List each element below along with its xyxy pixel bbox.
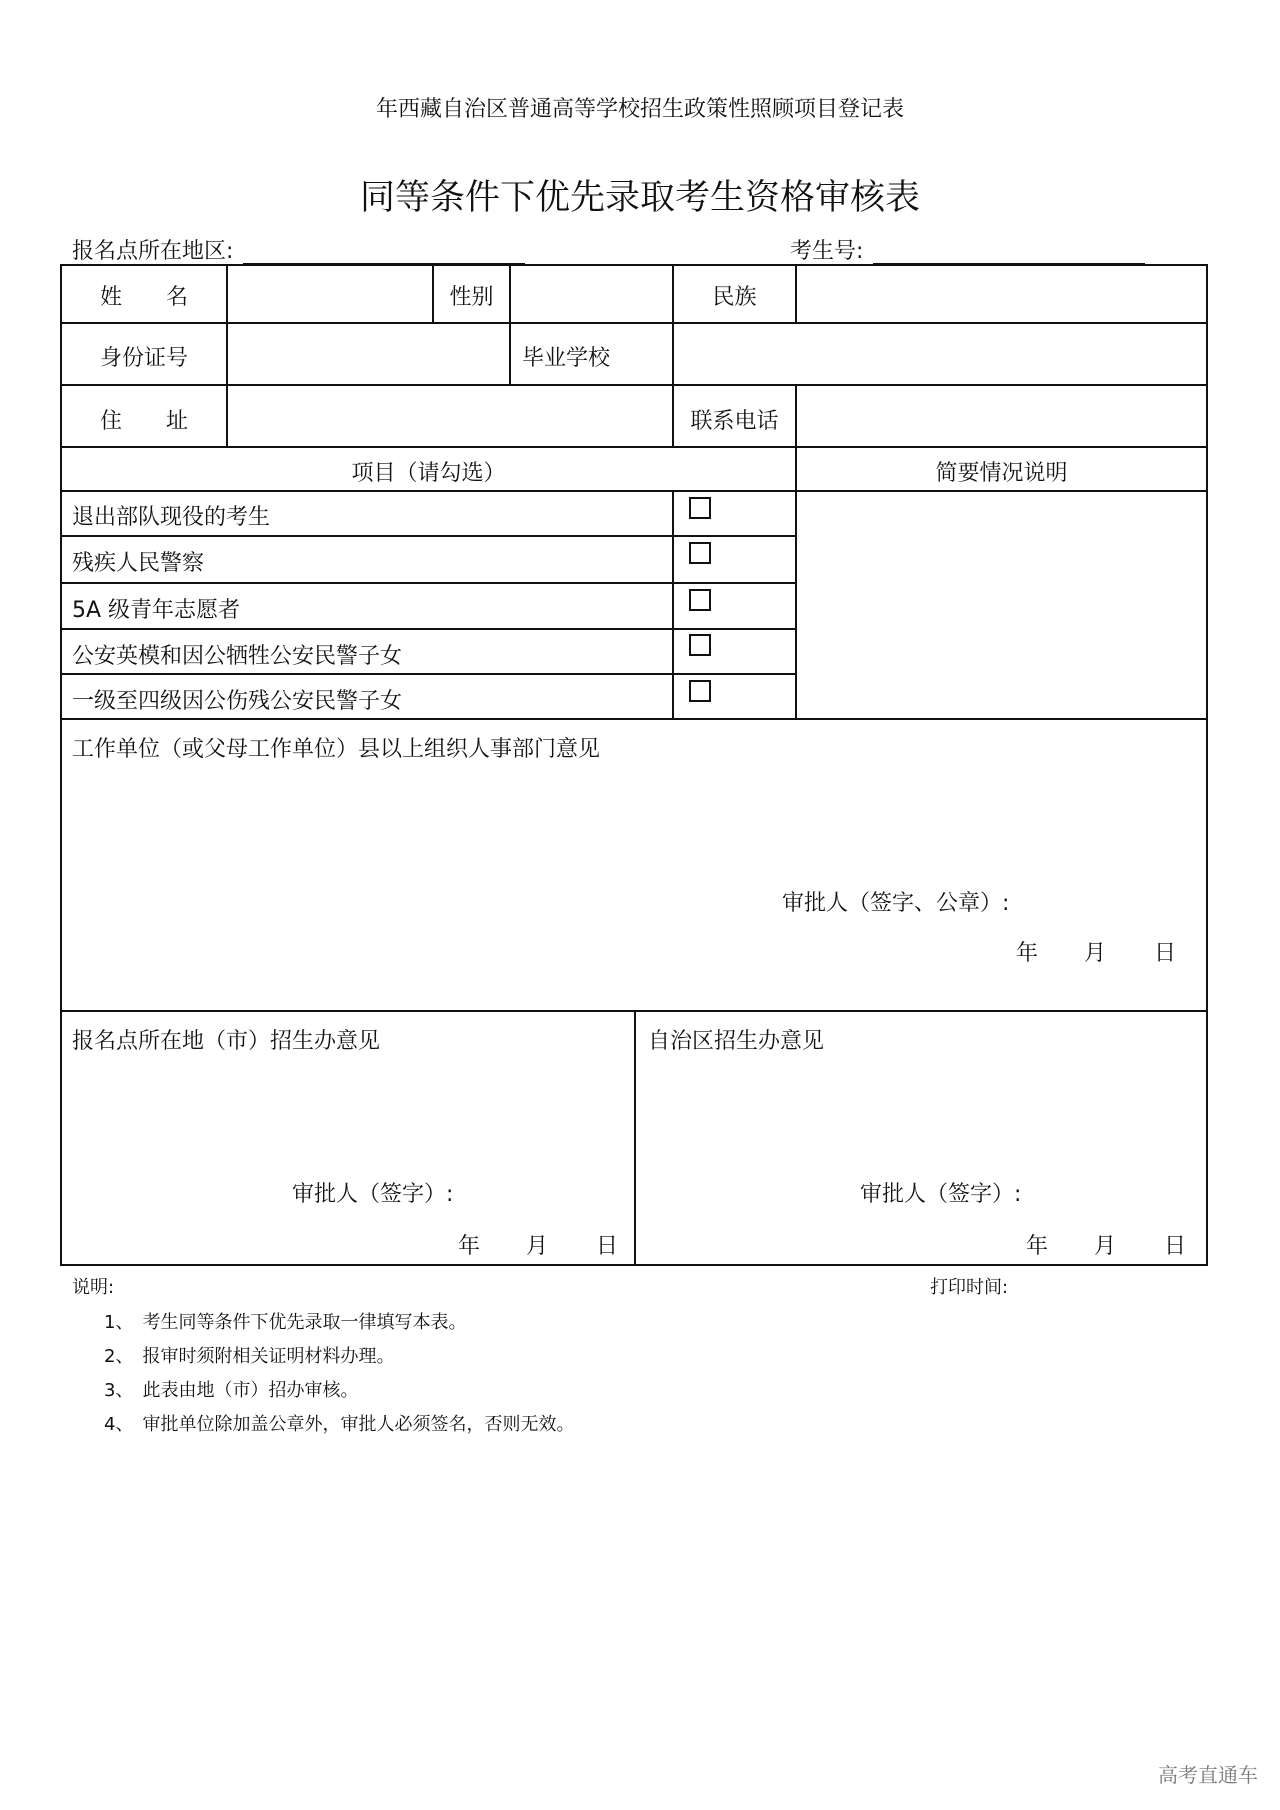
notes-label: 说明:	[72, 1277, 115, 1298]
city-office-approver-label: 审批人（签字）:	[292, 1182, 454, 1207]
work-unit-opinion-title: 工作单位（或父母工作单位）县以上组织人事部门意见	[72, 737, 601, 762]
city-office-opinion-title: 报名点所在地（市）招生办意见	[72, 1029, 381, 1054]
project-checkbox[interactable]	[689, 542, 711, 564]
name-label: 姓 名	[99, 285, 188, 310]
project-checkbox[interactable]	[689, 634, 711, 656]
region-office-date-day: 日	[1164, 1234, 1187, 1259]
school-label: 毕业学校	[522, 346, 611, 371]
exam-number-input-line[interactable]	[873, 241, 1145, 265]
city-office-date-year: 年	[458, 1234, 481, 1259]
id-number-label: 身份证号	[99, 346, 188, 371]
address-input[interactable]	[228, 386, 671, 446]
project-item-label: 残疾人民警察	[72, 551, 205, 576]
note-item: 4、 审批单位除加盖公章外，审批人必须签名，否则无效。	[104, 1414, 575, 1435]
project-checkbox[interactable]	[689, 680, 711, 702]
note-item: 1、 考生同等条件下优先录取一律填写本表。	[104, 1312, 467, 1333]
form-subtitle: 年西藏自治区普通高等学校招生政策性照顾项目登记表	[375, 97, 904, 122]
project-item-label: 退出部队现役的考生	[72, 505, 271, 530]
watermark: 高考直通车	[1158, 1763, 1258, 1787]
region-office-opinion-title: 自治区招生办意见	[648, 1029, 825, 1054]
form-title: 同等条件下优先录取考生资格审核表	[359, 178, 920, 218]
work-unit-date-year: 年	[1016, 941, 1039, 966]
project-item-label: 一级至四级因公伤残公安民警子女	[72, 689, 403, 714]
gender-label: 性别	[449, 285, 494, 310]
region-field	[72, 234, 525, 265]
region-office-approver-label: 审批人（签字）:	[860, 1182, 1022, 1207]
project-checkbox[interactable]	[689, 497, 711, 519]
gender-input[interactable]	[511, 266, 671, 322]
projects-header: 项目（请勾选）	[351, 461, 506, 486]
city-office-date-month: 月	[526, 1234, 549, 1259]
description-textarea[interactable]	[797, 492, 1206, 718]
project-item-label: 5A 级青年志愿者	[72, 598, 241, 623]
work-unit-date-day: 日	[1154, 941, 1177, 966]
address-label: 住 址	[99, 409, 188, 434]
city-office-date-day: 日	[596, 1234, 619, 1259]
exam-number-label: 考生号:	[790, 239, 864, 264]
work-unit-approver-label: 审批人（签字、公章）:	[782, 891, 1010, 916]
description-header: 简要情况说明	[935, 461, 1068, 486]
region-input-line[interactable]	[243, 241, 525, 265]
region-office-date-year: 年	[1026, 1234, 1049, 1259]
project-item-label: 公安英模和因公牺牲公安民警子女	[72, 644, 403, 669]
ethnicity-label: 民族	[712, 285, 757, 310]
work-unit-date-month: 月	[1084, 941, 1107, 966]
region-office-date-month: 月	[1094, 1234, 1117, 1259]
exam-number-field	[790, 234, 1145, 265]
name-input[interactable]	[228, 266, 431, 322]
school-input[interactable]	[674, 324, 1206, 384]
note-item: 3、 此表由地（市）招办审核。	[104, 1380, 359, 1401]
phone-input[interactable]	[797, 386, 1206, 446]
id-number-input[interactable]	[228, 324, 508, 384]
region-label: 报名点所在地区:	[72, 239, 234, 264]
print-time-label: 打印时间:	[930, 1277, 1009, 1298]
phone-label: 联系电话	[690, 409, 779, 434]
ethnicity-input[interactable]	[797, 266, 1206, 322]
note-item: 2、 报审时须附相关证明材料办理。	[104, 1346, 395, 1367]
project-checkbox[interactable]	[689, 589, 711, 611]
